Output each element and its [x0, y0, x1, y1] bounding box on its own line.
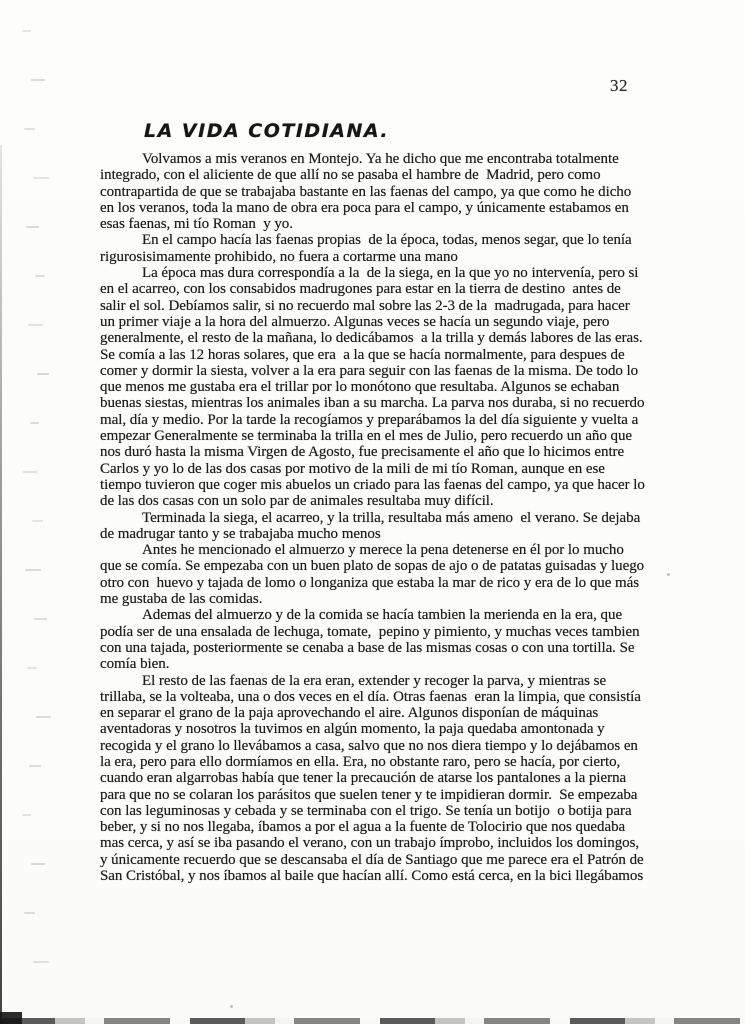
paragraph [100, 265, 675, 509]
text-line: cuando eran algarrobas había que tener la precaución de atarse los pantalones a la pierna [100, 770, 627, 787]
scan-margin-mark [27, 667, 37, 669]
text-line: integrado, con el aliciente de que allí no se pasaba el hambre de Madrid, pero como [100, 167, 601, 184]
text-line: Ademas del almuerzo y de la comida se hacía tambien la merienda en la era, que [142, 607, 623, 624]
document-content [100, 120, 675, 884]
text-line: y únicamente recuerdo que se descansaba el día de Santiago que me parece era el Patrón de [100, 851, 644, 868]
text-line: beber, y si no nos llegaba, íbamos a por el agua a la fuente de Tolocirio que nos quedaba [100, 819, 626, 836]
paragraph [100, 232, 675, 265]
scan-margin-mark [35, 275, 45, 277]
scan-speck [667, 573, 670, 576]
text-line: trillaba, se la volteaba, una o dos veces en el día. Otras faenas eran la limpia, que consistía [100, 688, 641, 705]
text-line: podía ser de una ensalada de lechuga, tomate, pepino y pimiento, y muchas veces tambien [100, 623, 640, 640]
scan-speck [420, 745, 423, 748]
scan-margin-mark [34, 618, 47, 620]
text-line: en los veranos, toda la mano de obra era poca para el campo, y únicamente estabamos en [100, 199, 629, 216]
text-line: generalmente, el resto de la mañana, lo dedicábamos a la trilla y demás labores de las eras. [100, 330, 643, 347]
text-line: Terminada la siega, el acarreo, y la trilla, resultaba más ameno el verano. Se dejaba [142, 509, 641, 526]
scan-margin-mark [30, 422, 39, 424]
scan-margin-mark [33, 961, 49, 963]
text-line: que menos me gustaba era el trillar por lo monótono que resultaba. Algunos se echaban [100, 379, 620, 396]
paragraph [100, 542, 675, 607]
scan-margin-mark [31, 863, 45, 865]
scan-margin-mark [24, 128, 35, 130]
text-line: me gustaba de las comidas. [100, 591, 263, 608]
text-line: Antes he mencionado el almuerzo y merece la pena detenerse en él por lo mucho [142, 542, 624, 559]
paragraph [100, 151, 675, 232]
text-line: mal, día y medio. Por la tarde la recogíamos y preparábamos la del día siguiente y vuelta a [100, 411, 639, 428]
scan-corner-artifact [0, 1012, 22, 1024]
text-line: buenas siestas, mientras los animales iban a su marcha. La parva nos duraba, si no recuerdo [100, 395, 645, 412]
text-line: Se comía a las 12 horas solares, que era a la que se hacía normalmente, para despues de [100, 346, 625, 363]
paragraph [100, 673, 675, 885]
text-line: comer y dormir la siesta, volver a la era para seguir con las faenas de la misma. De todo lo [100, 362, 639, 379]
text-line: de las dos casas con un solo par de animales resultaba muy difícil. [100, 493, 494, 510]
document-body [100, 151, 675, 884]
scan-margin-mark [26, 226, 39, 228]
scan-margin-mark [24, 912, 35, 914]
text-line: nos duró hasta la misma Virgen de Agosto, fue precisamente el año que lo hicimos entre [100, 444, 625, 461]
text-line: El resto de las faenas de la era eran, extender y recoger la parva, y mientras se [142, 672, 607, 689]
text-line: tiempo tuvieron que coger mis abuelos un criado para las faenas del campo, ya que hacer lo [100, 476, 645, 493]
text-line: en el acarreo, con los consabidos madrugones para estar en la tierra de destino antes de [100, 281, 621, 298]
scan-left-edge-artifact [0, 145, 2, 1024]
text-line: la era, pero para ello dormíamos en ella. Era, no obstante raro, pero se hacía, por cierto, [100, 753, 621, 770]
text-line: otro con huevo y tajada de lomo o longaniza que estaba la mar de rico y era de lo que más [100, 574, 640, 591]
text-line: La época mas dura correspondía a la de la siega, en la que yo no intervenía, pero si [142, 265, 639, 282]
scan-margin-mark [29, 765, 41, 767]
scan-margin-mark [22, 30, 31, 32]
scan-margin-mark [31, 79, 45, 81]
text-line: un primer viaje a la hora del almuerzo. Algunas veces se hacía un segundo viaje, pero [100, 313, 610, 330]
text-line: que se comía. Se empezaba con un buen plato de sopas de ajo o de patatas guisadas y luego [100, 558, 645, 575]
page-number: 32 [610, 76, 628, 95]
scan-margin-mark [32, 520, 43, 522]
text-line: de madrugar tanto y se trabajaba mucho menos [100, 525, 381, 542]
text-line: esas faenas, mi tío Roman y yo. [100, 216, 293, 233]
scan-margin-mark [37, 373, 49, 375]
text-line: San Cristóbal, y nos íbamos al baile que hacían allí. Como está cerca, en la bici llegábamos [100, 868, 644, 885]
scan-margin-mark [23, 471, 37, 473]
scan-margin-mark [33, 177, 49, 179]
text-line: con las leguminosas y cebada y se terminaba con el trigo. Se tenía un botijo o botija para [100, 802, 632, 819]
text-line: mas cerca, y así se iba pasando el verano, con un trabajo ímprobo, incluidos los domingos, [100, 835, 640, 852]
scan-bottom-edge-artifact [0, 1018, 745, 1024]
text-line: salir el sol. Debíamos salir, si no recuerdo mal sobre las 2-3 de la madrugada, para hacer [100, 297, 630, 314]
text-line: aventadoras y nosotros la tuvimos en algún momento, la paja quedaba amontonada y [100, 721, 605, 738]
scan-margin-mark [36, 716, 51, 718]
text-line: Volvamos a mis veranos en Montejo. Ya he dicho que me encontraba totalmente [142, 151, 619, 167]
text-line: En el campo hacía las faenas propias de la época, todas, menos segar, que lo tenía [142, 232, 632, 249]
paragraph [100, 510, 675, 543]
paragraph [100, 607, 675, 672]
text-line: recogida y el grano lo llevábamos a casa, salvo que no nos diera tiempo y lo dejábamos en [100, 737, 638, 754]
scan-speck [230, 1005, 233, 1008]
scan-margin-mark [22, 814, 31, 816]
scan-margin-mark [25, 569, 41, 571]
text-line: con una tajada, posteriormente se cenaba a base de las mismas cosas o con una tortilla. Se [100, 639, 635, 656]
scan-margin-mark [28, 324, 43, 326]
text-line: contrapartida de que se trabajaba bastante en las faenas del campo, ya que como he dicho [100, 183, 632, 200]
text-line: en separar el grano de la paja aprovechando el aire. Algunos disponían de máquinas [100, 705, 599, 722]
document-title: LA VIDA COTIDIANA. [144, 120, 390, 142]
text-line: para que no se colaran los parásitos que suelen tener y te impidieran dormir. Se empezaba [100, 786, 638, 803]
text-line: empezar Generalmente se terminaba la trilla en el mes de Julio, pero recuerdo un año que [100, 428, 633, 445]
text-line: Carlos y yo lo de las dos casas por motivo de la mili de mi tío Roman, aunque en ese [100, 460, 605, 477]
text-line: rigurosisimamente prohibido, no fuera a cortarme una mano [100, 248, 458, 265]
text-line: comía bien. [100, 656, 170, 673]
